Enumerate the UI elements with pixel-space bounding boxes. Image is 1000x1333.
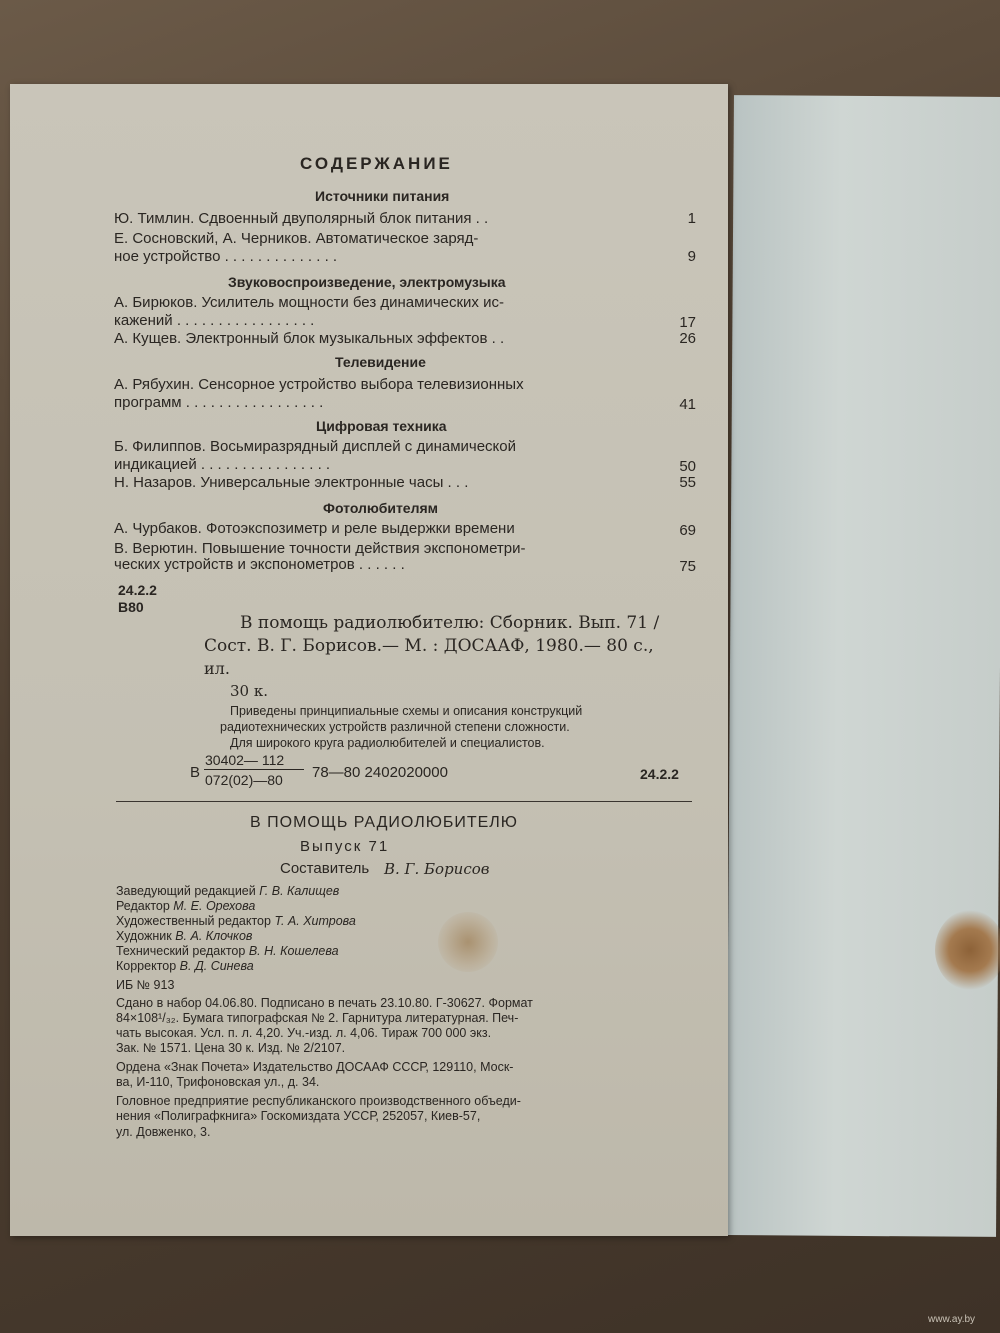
- toc-page-number: 50: [679, 458, 696, 475]
- formula-numerator: 30402— 112: [205, 752, 285, 768]
- watermark: www.ay.by: [928, 1314, 976, 1325]
- print-info-line: 84×108¹/₃₂. Бумага типографская № 2. Гарнитура литературная. Печ-: [116, 1011, 519, 1025]
- classification-code: 24.2.2: [118, 582, 157, 598]
- staff-line: Технический редактор В. Н. Кошелева: [116, 944, 339, 958]
- staff-line: Художественный редактор Т. А. Хитрова: [116, 914, 356, 928]
- compiler-name: В. Г. Борисов: [384, 860, 490, 878]
- toc-entry-cont: кажений . . . . . . . . . . . . . . . . .: [114, 312, 315, 329]
- catalog-line: В помощь радиолюбителю: Сборник. Вып. 71 /: [240, 613, 660, 633]
- toc-entry-cont: ное устройство . . . . . . . . . . . . . .: [114, 248, 338, 265]
- abstract-line: Для широкого круга радиолюбителей и специалистов.: [230, 736, 545, 750]
- section-title: Телевидение: [335, 354, 426, 370]
- toc-entry: В. Верютин. Повышение точности действия экспонометри-: [114, 540, 526, 557]
- toc-entry-cont: программ . . . . . . . . . . . . . . . . .: [114, 394, 324, 411]
- section-title: Фотолюбителям: [323, 500, 439, 516]
- staff-line: Художник В. А. Клочков: [116, 929, 253, 943]
- publisher-line: Ордена «Знак Почета» Издательство ДОСААФ СССР, 129110, Моск-: [116, 1060, 514, 1074]
- contents-heading: СОДЕРЖАНИЕ: [300, 154, 453, 173]
- compiler-label: Составитель: [280, 860, 370, 877]
- ib-number: ИБ № 913: [116, 978, 175, 992]
- abstract-line: радиотехнических устройств различной степени сложности.: [220, 720, 570, 734]
- formula-denominator: 072(02)—80: [205, 772, 283, 788]
- toc-entry: А. Рябухин. Сенсорное устройство выбора телевизионных: [114, 376, 524, 393]
- section-title: Цифровая техника: [316, 418, 447, 434]
- staff-line: Заведующий редакцией Г. В. Калищев: [116, 884, 340, 898]
- divider-rule: [116, 801, 692, 802]
- toc-page-number: 9: [687, 248, 696, 265]
- toc-entry-cont: индикацией . . . . . . . . . . . . . . . .: [114, 456, 331, 473]
- toc-page-number: 17: [679, 314, 696, 331]
- issue-number: Выпуск 71: [300, 838, 390, 855]
- print-info-line: Зак. № 1571. Цена 30 к. Изд. № 2/2107.: [116, 1041, 346, 1055]
- catalog-line: ил.: [204, 659, 230, 678]
- author-mark: В80: [118, 599, 144, 615]
- abstract-line: Приведены принципиальные схемы и описания конструкций: [230, 704, 583, 718]
- toc-entry-cont: ческих устройств и экспонометров . . . . . .: [114, 556, 405, 573]
- printer-line: Головное предприятие республиканского производственного объеди-: [116, 1094, 521, 1108]
- toc-page-number: 1: [687, 210, 696, 227]
- printer-line: нения «Полиграфкнига» Госкомиздата УССР, 252057, Киев-57,: [116, 1109, 481, 1123]
- book-page: [10, 84, 728, 1236]
- print-info-line: чать высокая. Усл. п. л. 4,20. Уч.-изд. л. 4,06. Тираж 700 000 экз.: [116, 1026, 492, 1040]
- publisher-line: ва, И-110, Трифоновская ул., д. 34.: [116, 1075, 320, 1089]
- stain-mark: [935, 910, 1000, 990]
- toc-entry: А. Чурбаков. Фотоэкспозиметр и реле выдержки времени: [114, 520, 515, 537]
- toc-page-number: 26: [679, 330, 696, 347]
- toc-page-number: 75: [679, 558, 696, 575]
- series-title: В ПОМОЩЬ РАДИОЛЮБИТЕЛЮ: [250, 814, 518, 831]
- catalog-line: Сост. В. Г. Борисов.— М. : ДОСААФ, 1980.— 80 с.,: [204, 636, 654, 656]
- print-info-line: Сдано в набор 04.06.80. Подписано в печать 23.10.80. Г-30627. Формат: [116, 996, 533, 1010]
- section-title: Звуковоспроизведение, электромузыка: [228, 274, 506, 290]
- toc-entry: А. Кущев. Электронный блок музыкальных эффектов . .: [114, 330, 505, 347]
- toc-page-number: 55: [679, 474, 696, 491]
- toc-page-number: 41: [679, 396, 696, 413]
- printer-line: ул. Довженко, 3.: [116, 1125, 211, 1139]
- staff-line: Корректор В. Д. Синева: [116, 959, 254, 973]
- toc-entry: Б. Филиппов. Восьмиразрядный дисплей с динамической: [114, 438, 517, 455]
- toc-entry: Ю. Тимлин. Сдвоенный двуполярный блок питания . .: [114, 210, 489, 227]
- toc-entry: Е. Сосновский, А. Черников. Автоматическое заряд-: [114, 230, 479, 247]
- section-title: Источники питания: [315, 188, 450, 204]
- toc-entry: Н. Назаров. Универсальные электронные часы . . .: [114, 474, 469, 491]
- formula-prefix: В: [190, 764, 201, 781]
- toc-entry: А. Бирюков. Усилитель мощности без динамических ис-: [114, 294, 504, 311]
- fraction-bar: [204, 769, 304, 770]
- staff-line: Редактор М. Е. Орехова: [116, 899, 256, 913]
- formula-code: 78—80 2402020000: [312, 764, 448, 781]
- page-stain: [438, 912, 498, 972]
- back-cover-page: [726, 95, 1000, 1237]
- toc-page-number: 69: [679, 522, 696, 539]
- catalog-price: 30 к.: [230, 682, 268, 700]
- classification-code-right: 24.2.2: [640, 766, 679, 782]
